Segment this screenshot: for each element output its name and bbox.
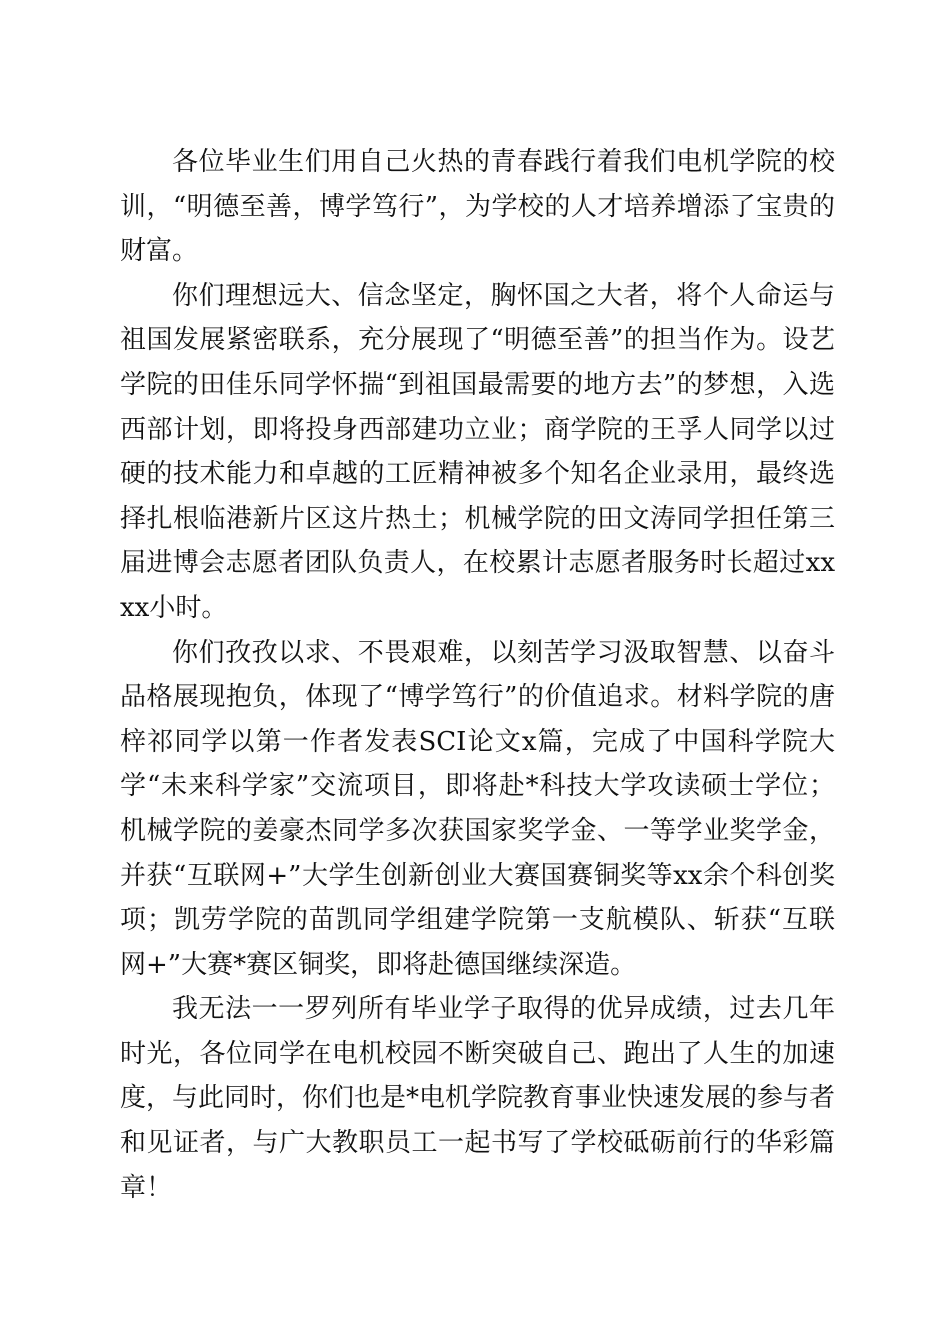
paragraph-school-motto: 各位毕业生们用自己火热的青春践行着我们电机学院的校训，“明德至善，博学笃行”，为学校的人才培养增添了宝贵的财富。 [120, 147, 835, 267]
document-page [120, 140, 835, 1210]
paragraph-ideals: 你们理想远大、信念坚定，胸怀国之大者，将个人命运与祖国发展紧密联系，充分展现了“明德至善”的担当作为。设艺学院的田佳乐同学怀揣“到祖国最需要的地方去”的梦想，入选西部计划，即将投身西部建功立业；商学院的王孚人同学以过硬的技术能力和卓越的工匠精神被多个知名企业录用，最终选择扎根临港新片区这片热土；机械学院的田文涛同学担任第三届进博会志愿者团队负责人，在校累计志愿者服务时长超过xxxx小时。 [120, 280, 835, 623]
paragraph-closing: 我无法一一罗列所有毕业学子取得的优异成绩，过去几年时光，各位同学在电机校园不断突破自己、跑出了人生的加速度，与此同时，你们也是*电机学院教育事业快速发展的参与者和见证者，与广大教职员工一起书写了学校砥砺前行的华彩篇章！ [120, 994, 836, 1203]
paragraph-learning: 你们孜孜以求、不畏艰难，以刻苦学习汲取智慧、以奋斗品格展现抱负，体现了“博学笃行”的价值追求。材料学院的唐梓祁同学以第一作者发表SCI论文x篇，完成了中国科学院大学“未来科学家”交流项目，即将赴*科技大学攻读硕士学位；机械学院的姜豪杰同学多次获国家奖学金、一等学业奖学金，并获“互联网+”大学生创新创业大赛国赛铜奖等xx余个科创奖项；凯劳学院的苗凯同学组建学院第一支航模队、斩获“互联网+”大赛*赛区铜奖，即将赴德国继续深造。 [120, 637, 835, 980]
